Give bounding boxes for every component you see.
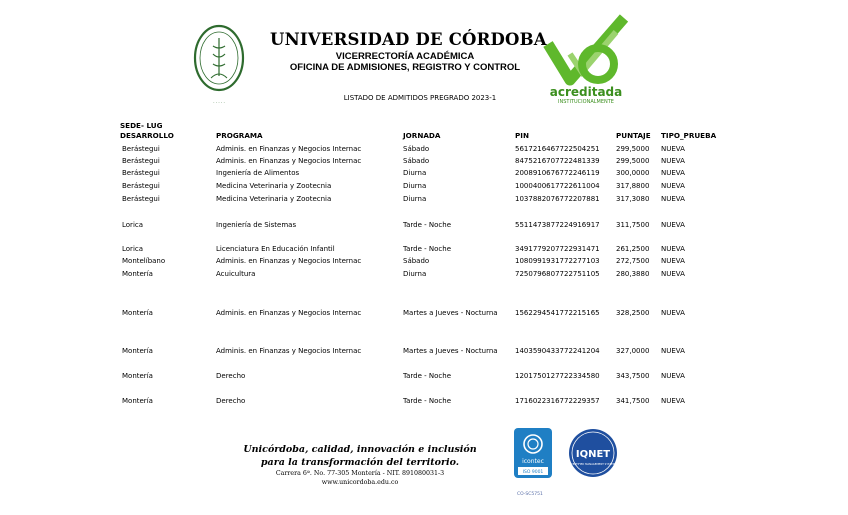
footer-slogan-line1: Unicórdoba, calidad, innovación e inclusión	[243, 444, 477, 455]
cell-programa: Ingeniería de Sistemas	[216, 221, 297, 229]
header-tipo-prueba: TIPO_PRUEBA	[661, 131, 717, 140]
cell-tipo-prueba: NUEVA	[661, 182, 685, 190]
cell-programa: Ingeniería de Alimentos	[216, 169, 300, 177]
header-sede-line1: SEDE- LUG	[120, 121, 163, 130]
cell-puntaje: 280,3880	[616, 270, 650, 278]
header-sede-line2: DESARROLLO	[120, 131, 174, 140]
cell-sede: Berástegui	[122, 182, 160, 190]
header-jornada: JORNADA	[403, 131, 441, 140]
cell-sede: Berástegui	[122, 157, 160, 165]
icontec-label: icontec	[522, 458, 544, 465]
university-seal-logo	[191, 20, 247, 106]
cell-jornada: Diurna	[403, 182, 427, 190]
cell-tipo-prueba: NUEVA	[661, 257, 685, 265]
accreditation-sublabel: INSTITUCIONALMENTE	[558, 99, 614, 105]
cell-tipo-prueba: NUEVA	[661, 195, 685, 203]
svg-text:· · · · ·: · · · · ·	[213, 100, 225, 105]
cell-puntaje: 299,5000	[616, 145, 650, 153]
cell-puntaje: 300,0000	[616, 169, 650, 177]
cell-puntaje: 328,2500	[616, 309, 650, 317]
icontec-iso: ISO 9001	[522, 470, 544, 475]
cell-programa: Medicina Veterinaria y Zootecnia	[216, 182, 332, 190]
accreditation-label: acreditada	[549, 85, 623, 99]
cell-programa: Adminis. en Finanzas y Negocios Internac	[216, 257, 362, 265]
cell-tipo-prueba: NUEVA	[661, 145, 685, 153]
cell-jornada: Tarde - Noche	[403, 372, 451, 380]
cell-puntaje: 317,3080	[616, 195, 650, 203]
cell-puntaje: 311,7500	[616, 221, 650, 229]
cell-puntaje: 327,0000	[616, 347, 650, 355]
cell-tipo-prueba: NUEVA	[661, 347, 685, 355]
cell-tipo-prueba: NUEVA	[661, 372, 685, 380]
cell-tipo-prueba: NUEVA	[661, 245, 685, 253]
vicerrectoria-title: VICERRECTORÍA ACADÉMICA	[335, 51, 475, 62]
iqnet-label: IQNET	[575, 449, 611, 460]
cell-programa: Derecho	[216, 372, 246, 380]
cell-sede: Montería	[122, 372, 153, 380]
cell-tipo-prueba: NUEVA	[661, 309, 685, 317]
accreditation-logo	[540, 14, 632, 106]
cell-pin: 7250796807722751105	[515, 270, 600, 278]
cell-puntaje: 272,7500	[616, 257, 650, 265]
footer-website: www.unicordoba.edu.co	[321, 479, 399, 486]
cell-pin: 1562294541772215165	[515, 309, 600, 317]
oficina-title: OFICINA DE ADMISIONES, REGISTRO Y CONTROL	[289, 62, 521, 73]
cell-jornada: Diurna	[403, 169, 427, 177]
header-pin: PIN	[515, 131, 529, 140]
university-title: UNIVERSIDAD DE CÓRDOBA	[270, 30, 547, 49]
footer-slogan-line2: para la transformación del territorio.	[260, 457, 460, 468]
cell-jornada: Tarde - Noche	[403, 397, 451, 405]
certification-code: CO-SC5751	[517, 492, 543, 497]
cell-sede: Berástegui	[122, 169, 160, 177]
cell-tipo-prueba: NUEVA	[661, 157, 685, 165]
cell-pin: 1000400617722611004	[515, 182, 600, 190]
cell-programa: Adminis. en Finanzas y Negocios Internac	[216, 309, 362, 317]
cell-jornada: Tarde - Noche	[403, 221, 451, 229]
cell-sede: Lorica	[122, 221, 144, 229]
cell-sede: Lorica	[122, 245, 144, 253]
cell-jornada: Diurna	[403, 195, 427, 203]
cell-pin: 1716022316772229357	[515, 397, 600, 405]
cell-tipo-prueba: NUEVA	[661, 397, 685, 405]
header-programa: PROGRAMA	[216, 131, 263, 140]
cell-tipo-prueba: NUEVA	[661, 221, 685, 229]
cell-pin: 5617216467722504251	[515, 145, 600, 153]
cell-pin: 5511473877224916917	[515, 221, 600, 229]
cell-programa: Adminis. en Finanzas y Negocios Internac	[216, 157, 362, 165]
cell-tipo-prueba: NUEVA	[661, 270, 685, 278]
cell-puntaje: 343,7500	[616, 372, 650, 380]
cell-sede: Montería	[122, 347, 153, 355]
cell-tipo-prueba: NUEVA	[661, 169, 685, 177]
footer-address: Carrera 6ª. No. 77-305 Montería - NIT. 891080031-3	[275, 470, 445, 477]
cell-jornada: Diurna	[403, 270, 427, 278]
iqnet-certification-logo	[568, 428, 618, 478]
cell-jornada: Sábado	[403, 257, 430, 265]
cell-puntaje: 341,7500	[616, 397, 650, 405]
cell-sede: Montería	[122, 309, 153, 317]
iqnet-sublabel: CERTIFIED MANAGEMENT SYSTEM	[570, 463, 616, 466]
cell-puntaje: 317,8800	[616, 182, 650, 190]
cell-jornada: Martes a Jueves - Nocturna	[403, 347, 498, 355]
cell-jornada: Sábado	[403, 157, 430, 165]
cell-pin: 1201750127722334580	[515, 372, 600, 380]
cell-jornada: Martes a Jueves - Nocturna	[403, 309, 498, 317]
icontec-certification-logo	[514, 428, 552, 478]
cell-puntaje: 299,5000	[616, 157, 650, 165]
cell-jornada: Sábado	[403, 145, 430, 153]
cell-pin: 1080991931772277103	[515, 257, 600, 265]
cell-sede: Montelíbano	[122, 257, 166, 265]
cell-pin: 8475216707722481339	[515, 157, 600, 165]
cell-sede: Berástegui	[122, 195, 160, 203]
cell-puntaje: 261,2500	[616, 245, 650, 253]
cell-programa: Derecho	[216, 397, 246, 405]
cell-programa: Licenciatura En Educación Infantil	[216, 245, 335, 253]
cell-sede: Montería	[122, 270, 153, 278]
cell-pin: 2008910676772246119	[515, 169, 600, 177]
cell-sede: Berástegui	[122, 145, 160, 153]
cell-programa: Medicina Veterinaria y Zootecnia	[216, 195, 332, 203]
header-puntaje: PUNTAJE	[616, 131, 651, 140]
listado-title: LISTADO DE ADMITIDOS PREGRADO 2023-1	[343, 94, 497, 102]
cell-programa: Adminis. en Finanzas y Negocios Internac	[216, 145, 362, 153]
cell-sede: Montería	[122, 397, 153, 405]
cell-programa: Acuicultura	[216, 270, 256, 278]
cell-pin: 1037882076772207881	[515, 195, 600, 203]
cell-pin: 3491779207722931471	[515, 245, 600, 253]
cell-jornada: Tarde - Noche	[403, 245, 451, 253]
cell-pin: 1403590433772241204	[515, 347, 600, 355]
cell-programa: Adminis. en Finanzas y Negocios Internac	[216, 347, 362, 355]
